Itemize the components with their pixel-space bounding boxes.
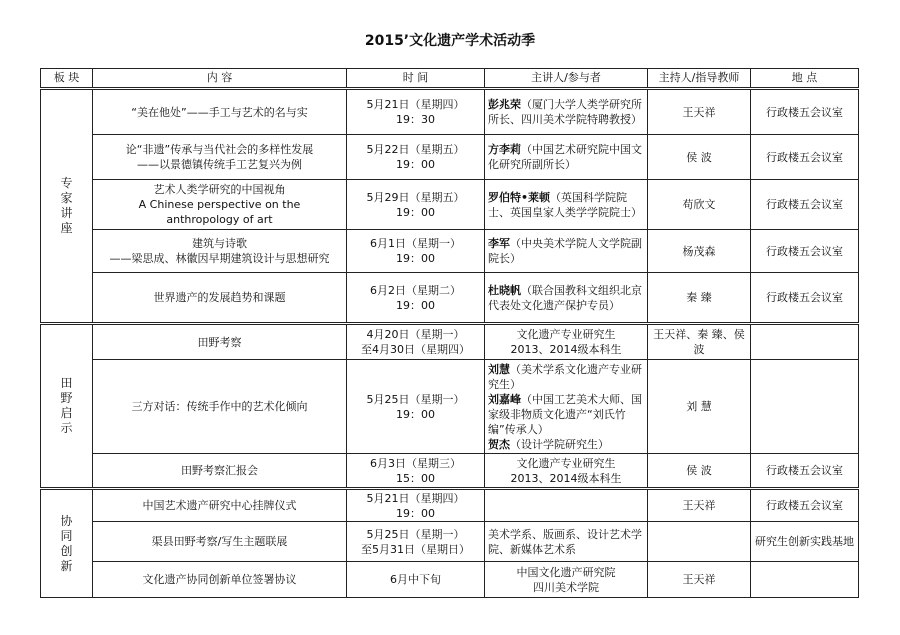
host-cell: 侯 波 bbox=[648, 454, 751, 489]
table-row bbox=[41, 89, 859, 135]
header-section: 板 块 bbox=[41, 69, 93, 89]
time-cell: 6月中下旬 bbox=[347, 562, 485, 598]
location-cell: 行政楼五会议室 bbox=[751, 230, 859, 273]
header-speaker: 主讲人/参与者 bbox=[485, 69, 648, 89]
table-header bbox=[41, 69, 859, 89]
host-cell: 王天祥、秦 臻、侯 波 bbox=[648, 324, 751, 360]
time-cell: 5月25日（星期一） 19：00 bbox=[347, 360, 485, 454]
participants-cell bbox=[485, 489, 648, 522]
host-cell: 秦 臻 bbox=[648, 273, 751, 324]
section-label: 协 同 创 新 bbox=[41, 489, 93, 598]
host-cell: 刘 慧 bbox=[648, 360, 751, 454]
time-cell: 5月25日（星期一） 至5月31日（星期日） bbox=[347, 522, 485, 562]
time-cell: 5月21日（星期四） 19：30 bbox=[347, 89, 485, 135]
table-row bbox=[41, 273, 859, 324]
location-cell bbox=[751, 360, 859, 454]
content-cell: 田野考察汇报会 bbox=[93, 454, 347, 489]
content-cell: 中国艺术遗产研究中心挂牌仪式 bbox=[93, 489, 347, 522]
content-cell: 建筑与诗歌 ——梁思成、林徽因早期建筑设计与思想研究 bbox=[93, 230, 347, 273]
content-cell: 艺术人类学研究的中国视角 A Chinese perspective on the anthropology of art bbox=[93, 180, 347, 230]
table-row bbox=[41, 230, 859, 273]
header-host: 主持人/指导教师 bbox=[648, 69, 751, 89]
schedule-table bbox=[40, 68, 859, 598]
time-cell: 6月3日（星期三） 15：00 bbox=[347, 454, 485, 489]
content-cell: 三方对话：传统手作中的艺术化倾向 bbox=[93, 360, 347, 454]
host-cell: 杨茂森 bbox=[648, 230, 751, 273]
content-cell: 田野考察 bbox=[93, 324, 347, 360]
location-cell: 行政楼五会议室 bbox=[751, 135, 859, 180]
header-content: 内 容 bbox=[93, 69, 347, 89]
table-row bbox=[41, 180, 859, 230]
time-cell: 6月2日（星期二） 19：00 bbox=[347, 273, 485, 324]
table-row bbox=[41, 562, 859, 598]
time-cell: 6月1日（星期一） 19：00 bbox=[347, 230, 485, 273]
location-cell: 行政楼五会议室 bbox=[751, 180, 859, 230]
section-collaborative-innovation bbox=[41, 489, 859, 598]
section-label: 专 家 讲 座 bbox=[41, 89, 93, 324]
content-cell: 论“非遗”传承与当代社会的多样性发展 ——以景德镇传统手工艺复兴为例 bbox=[93, 135, 347, 180]
host-cell: 王天祥 bbox=[648, 489, 751, 522]
header-time: 时 间 bbox=[347, 69, 485, 89]
document-title: 2015’文化遗产学术活动季 bbox=[364, 33, 536, 49]
location-cell: 研究生创新实践基地 bbox=[751, 522, 859, 562]
table-row bbox=[41, 454, 859, 489]
header-location: 地 点 bbox=[751, 69, 859, 89]
location-cell: 行政楼五会议室 bbox=[751, 454, 859, 489]
participants-cell: 中国文化遗产研究院 四川美术学院 bbox=[485, 562, 648, 598]
speaker-cell: 彭兆荣（厦门大学人类学研究所所长、四川美术学院特聘教授） bbox=[485, 89, 648, 135]
host-cell bbox=[648, 522, 751, 562]
location-cell: 行政楼五会议室 bbox=[751, 489, 859, 522]
time-cell: 5月21日（星期四） 19：00 bbox=[347, 489, 485, 522]
section-expert-lectures bbox=[41, 89, 859, 324]
host-cell: 王天祥 bbox=[648, 89, 751, 135]
speaker-cell: 方李莉（中国艺术研究院中国文化研究所副所长） bbox=[485, 135, 648, 180]
speaker-cell: 李军（中央美术学院人文学院副院长） bbox=[485, 230, 648, 273]
host-cell: 苟欣文 bbox=[648, 180, 751, 230]
table-row bbox=[41, 489, 859, 522]
content-cell: 文化遗产协同创新单位签署协议 bbox=[93, 562, 347, 598]
section-label: 田 野 启 示 bbox=[41, 324, 93, 489]
location-cell bbox=[751, 324, 859, 360]
table-row bbox=[41, 324, 859, 360]
host-cell: 王天祥 bbox=[648, 562, 751, 598]
participants-cell: 文化遗产专业研究生 2013、2014级本科生 bbox=[485, 324, 648, 360]
time-cell: 5月22日（星期五） 19：00 bbox=[347, 135, 485, 180]
section-field-inspiration bbox=[41, 324, 859, 489]
content-cell: 世界遗产的发展趋势和课题 bbox=[93, 273, 347, 324]
location-cell: 行政楼五会议室 bbox=[751, 89, 859, 135]
participants-cell: 文化遗产专业研究生 2013、2014级本科生 bbox=[485, 454, 648, 489]
content-cell: 渠县田野考察/写生主题联展 bbox=[93, 522, 347, 562]
host-cell: 侯 波 bbox=[648, 135, 751, 180]
location-cell bbox=[751, 562, 859, 598]
table-row bbox=[41, 522, 859, 562]
time-cell: 5月29日（星期五） 19：00 bbox=[347, 180, 485, 230]
content-cell: “美在他处”——手工与艺术的名与实 bbox=[93, 89, 347, 135]
speaker-cell: 罗伯特•莱顿（英国科学院院士、英国皇家人类学学院院士） bbox=[485, 180, 648, 230]
speakers-cell: 刘慧（美术学系文化遗产专业研究生） 刘嘉峰（中国工艺美术大师、国家级非物质文化遗产“刘氏竹编”传承人） 贺杰（设计学院研究生） bbox=[485, 360, 648, 454]
speaker-cell: 杜晓帆（联合国教科文组织北京代表处文化遗产保护专员） bbox=[485, 273, 648, 324]
table-row bbox=[41, 360, 859, 454]
table-row bbox=[41, 135, 859, 180]
location-cell: 行政楼五会议室 bbox=[751, 273, 859, 324]
time-cell: 4月20日（星期一） 至4月30日（星期四） bbox=[347, 324, 485, 360]
participants-cell: 美术学系、版画系、设计艺术学院、新媒体艺术系 bbox=[485, 522, 648, 562]
